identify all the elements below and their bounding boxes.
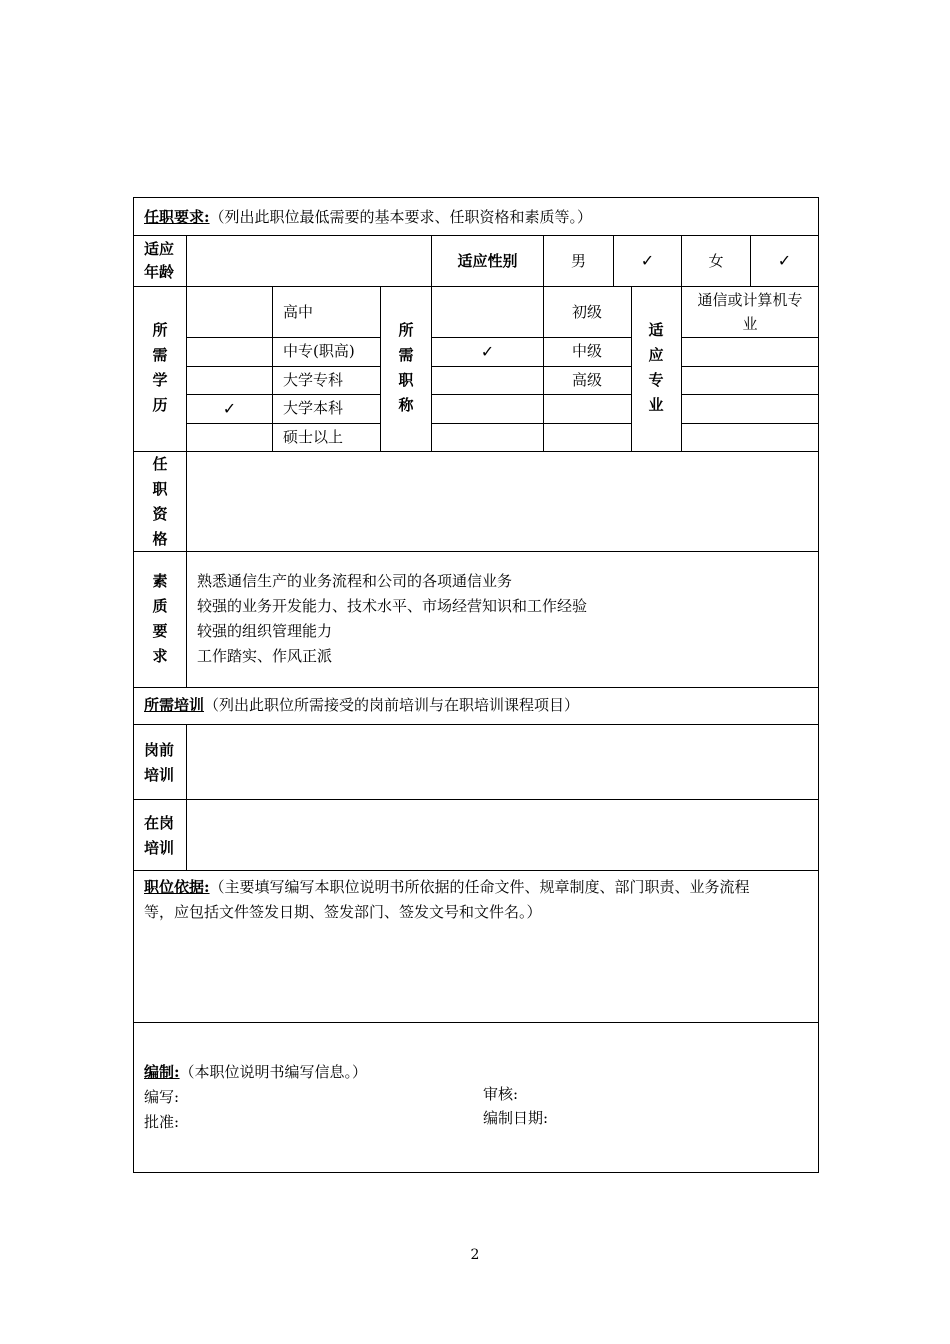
- divider: [631, 286, 632, 451]
- major-value: 通信或计算机专 业: [697, 291, 803, 333]
- training-heading-note: （列出此职位所需接受的岗前培训与在职培训课程项目）: [204, 696, 580, 714]
- compile-heading-row: [144, 1062, 367, 1082]
- divider: [134, 1022, 818, 1023]
- divider: [272, 286, 273, 451]
- divider: [380, 286, 381, 451]
- divider: [186, 451, 187, 551]
- divider: [681, 337, 818, 338]
- education-mark: [187, 424, 272, 451]
- approver-label: 批准:: [144, 1113, 180, 1131]
- gender-female-check: ✓: [777, 251, 792, 270]
- divider: [681, 366, 818, 367]
- title-level: 初级: [572, 303, 603, 321]
- title-mark: [432, 287, 543, 337]
- divider: [186, 551, 187, 687]
- basis-note-continued: 等，应包括文件签发日期、签发部门、签发文号和文件名。）: [144, 903, 542, 921]
- title-mark: [432, 367, 543, 394]
- divider: [134, 870, 818, 871]
- gender-male-check: ✓: [640, 251, 655, 270]
- divider: [543, 286, 544, 451]
- basis-heading: 职位依据:: [144, 878, 210, 896]
- quality-list: [197, 569, 587, 669]
- divider: [186, 799, 187, 870]
- education-level: 中专(职高): [283, 342, 355, 360]
- age-label: 适应 年龄: [144, 240, 175, 281]
- qualification-label: 任 职 资 格: [152, 455, 168, 548]
- divider: [134, 799, 818, 800]
- education-mark: [187, 367, 272, 394]
- quality-item: 较强的业务开发能力、技术水平、市场经营知识和工作经验: [197, 597, 588, 615]
- title-label: 所 需 职 称: [398, 321, 414, 414]
- divider: [681, 394, 818, 395]
- quality-item: 熟悉通信生产的业务流程和公司的各项通信业务: [197, 572, 513, 590]
- major-label: 适 应 专 业: [648, 321, 664, 414]
- divider: [134, 551, 818, 552]
- compile-date-label: 编制日期:: [483, 1109, 549, 1127]
- compile-heading-note: （本职位说明书编写信息。）: [179, 1063, 368, 1081]
- gender-label: 适应性别: [457, 252, 518, 270]
- title-level: 中级: [572, 342, 603, 360]
- requirements-heading: 任职要求:: [144, 208, 210, 226]
- on-job-training-label: 在岗 培训: [144, 814, 175, 857]
- education-label: 所 需 学 历: [152, 321, 168, 414]
- training-heading: 所需培训: [144, 696, 205, 714]
- pre-job-training-label: 岗前 培训: [144, 741, 175, 784]
- quality-label: 素 质 要 求: [152, 572, 168, 665]
- divider: [186, 724, 187, 799]
- age-value: [187, 236, 431, 286]
- title-mark: ✓: [480, 342, 495, 361]
- reviewer-label: 审核:: [483, 1085, 519, 1103]
- gender-male-label: 男: [570, 252, 586, 270]
- divider: [681, 423, 818, 424]
- compile-heading: 编制:: [144, 1063, 180, 1081]
- education-mark: ✓: [222, 399, 237, 418]
- divider: [134, 724, 818, 725]
- divider: [431, 423, 631, 424]
- quality-item: 工作踏实、作风正派: [197, 647, 333, 665]
- education-level: 大学专科: [283, 371, 344, 389]
- basis-note: （主要填写编写本职位说明书所依据的任命文件、规章制度、部门职责、业务流程: [209, 878, 750, 896]
- education-level: 硕士以上: [283, 428, 344, 446]
- writer-label: 编写:: [144, 1088, 180, 1106]
- education-mark: [187, 287, 272, 337]
- divider: [134, 687, 818, 688]
- quality-item: 较强的组织管理能力: [197, 622, 333, 640]
- page-number: 2: [470, 1247, 480, 1263]
- requirements-heading-note: （列出此职位最低需要的基本要求、任职资格和素质等。）: [209, 208, 593, 226]
- gender-female-label: 女: [708, 252, 724, 270]
- education-level: 大学本科: [283, 399, 344, 417]
- basis-section: [144, 875, 750, 925]
- title-mark: [432, 395, 543, 423]
- training-heading-row: [144, 695, 579, 715]
- requirements-heading-row: [144, 207, 592, 227]
- education-level: 高中: [283, 303, 314, 321]
- education-mark: [187, 338, 272, 366]
- title-level: 高级: [572, 371, 603, 389]
- divider: [134, 451, 818, 452]
